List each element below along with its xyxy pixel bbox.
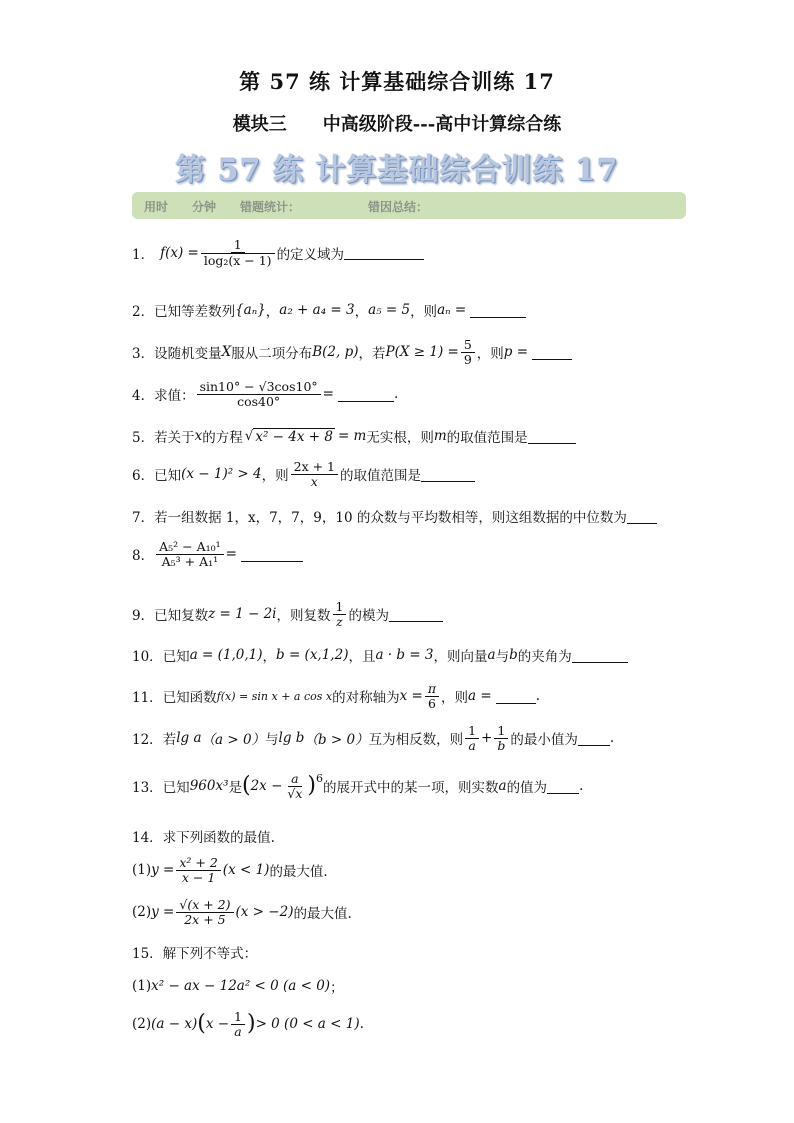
answer-blank (496, 689, 536, 704)
art-title: 第 57 练 计算基础综合训练 17 (175, 153, 619, 188)
question-8: 8． $\frac{\text{A₅² − A₁₀¹}}{\text{A₅³ + A₁¹}}$ = (132, 540, 303, 569)
answer-blank (421, 467, 475, 482)
answer-blank (532, 345, 572, 360)
error-summary-label: 错因总结： (368, 200, 429, 214)
question-12: 12． 若 lg a （a > 0） 与 lg b （b > 0） 互为相反数，则 $\frac{1}{a}$ + $\frac{1}{b}$ 的最小值为 . (132, 723, 615, 753)
answer-blank (547, 779, 579, 794)
question-7: 7． 若一组数据 1，x，7，7，9，10 的众数与平均数相等，则这组数据的中位数为 (132, 506, 657, 526)
question-3: 3． 设随机变量 X 服从二项分布 B(2, p) ，若 P(X ≥ 1) = $\frac{5}{9}$ ，则 p = (132, 338, 572, 367)
info-bar (132, 192, 686, 219)
answer-blank (338, 387, 394, 402)
question-4: 4． 求值： $\frac{\sin 10^\circ - √3\cos 10^\circ}{\cos 40^\circ}$ = . (132, 379, 399, 409)
error-stats-label: 错题统计： (240, 200, 301, 214)
answer-blank (344, 245, 424, 260)
question-6: 6． 已知 (x − 1)² > 4 ，则 $\frac{2x + 1}{x}$ 的取值范围是 (132, 460, 475, 489)
page-title: 第 57 练 计算基础综合训练 17 (239, 69, 555, 94)
answer-blank (470, 303, 526, 318)
answer-blank (241, 547, 303, 562)
question-14-part-2: (2) y = $\frac{√(x + 2)}{2x + 5}$ (x > −2) 的最大值. (132, 897, 352, 927)
question-9: 9． 已知复数 z = 1 − 2i ，则复数 $\frac{1}{z}$ 的模为 (132, 600, 443, 629)
question-1: 1． f(x) = $\frac{1}{\text{log₂(x − 1)}}$ 的定义域为 (132, 238, 424, 268)
time-label: 用时 (144, 200, 169, 214)
answer-blank (528, 429, 576, 444)
question-15-part-2: (2) (a − x) ( x − $\frac{1}{a}$ ) > 0 (0 < a < 1) . (132, 1009, 364, 1039)
minutes-label: 分钟 (192, 200, 217, 214)
fraction: $\frac{1}{\text{log₂(x − 1)}}$ (201, 238, 275, 268)
answer-blank (578, 731, 610, 746)
question-14-part-1: (1) y = $\frac{\text{x² + 2}}{x - 1}$ (x < 1) 的最大值. (132, 855, 328, 885)
answer-blank (389, 607, 443, 622)
answer-blank (627, 509, 657, 524)
question-5: 5． 若关于 x 的方程 √ x² − 4x + 8 = m 无实根，则 m 的取值范围是 (132, 426, 576, 446)
question-13: 13． 已知 960x³ 是 ( 2x − $\frac{a}{√x}$ ) $^6$ 的展开式中的某一项，则实数 a 的值为 . (132, 771, 584, 801)
question-14: 14． 求下列函数的最值. (132, 830, 275, 846)
question-15-part-1: (1) x² − ax − 12a² < 0 (a < 0) ； (132, 978, 344, 996)
question-2: 2． 已知等差数列 {aₙ} ， a₂ + a₄ = 3 ， a₅ = 5 ，则 aₙ = (132, 300, 526, 320)
question-11: 11． 已知函数 f(x) = sin x + a cos x 的对称轴为 x = $\frac{\pi}{6}$ ，则 a = . (132, 681, 540, 711)
answer-blank (572, 648, 628, 663)
question-15: 15． 解下列不等式： (132, 946, 258, 962)
page-subtitle: 模块三 中高级阶段---高中计算综合练 (232, 114, 562, 135)
question-10: 10． 已知 a = (1,0,1) ， b = (x,1,2) ，且 a · b = 3 ，则向量 a 与 b 的夹角为 (132, 645, 628, 665)
